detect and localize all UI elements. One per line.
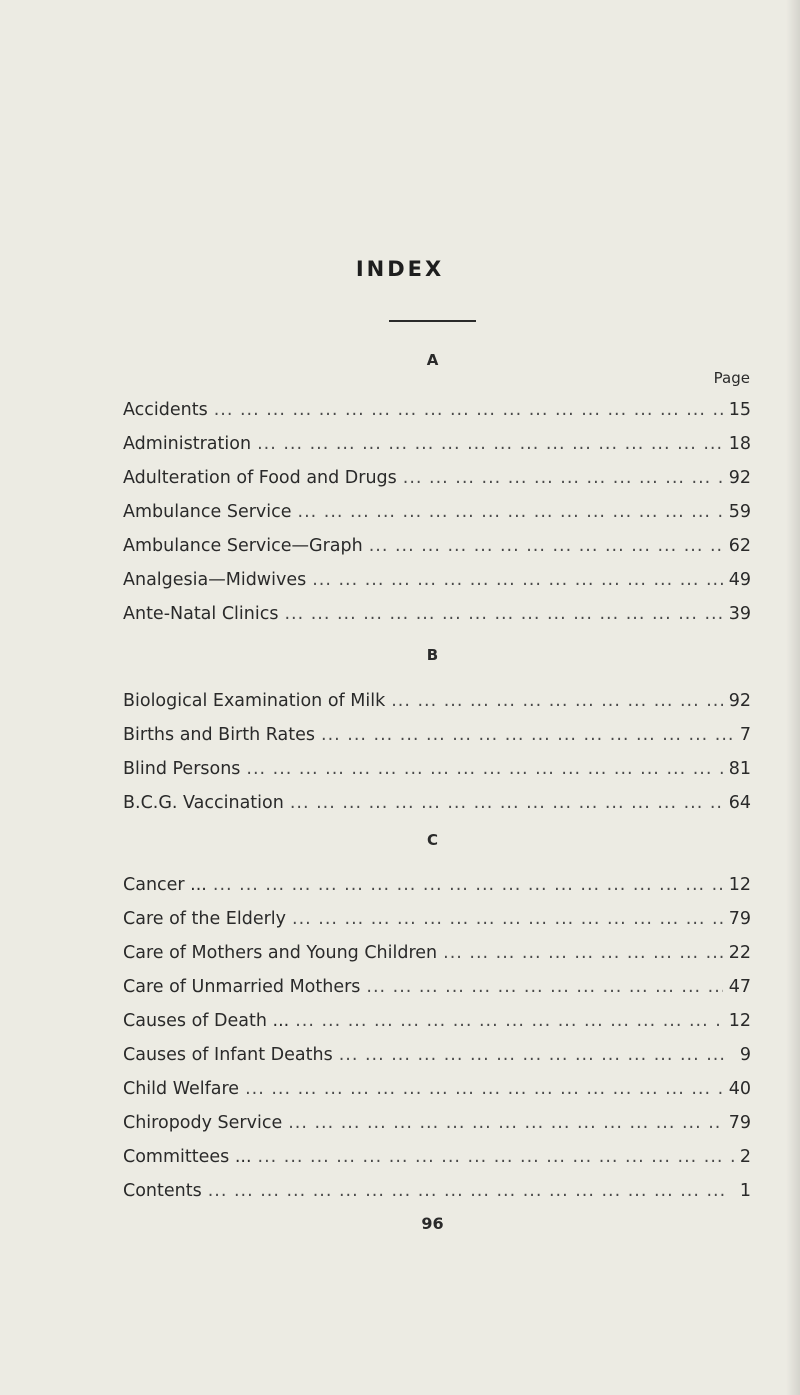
entry-name: Ambulance Service <box>123 502 292 522</box>
entry-name: Child Welfare <box>123 1079 240 1099</box>
entry-name: Blind Persons <box>123 759 241 779</box>
leader-dots <box>312 566 723 594</box>
leader-dots <box>298 498 723 526</box>
index-entry <box>123 498 751 526</box>
leader-dots <box>321 721 734 749</box>
index-entry <box>123 396 751 424</box>
index-entry <box>123 1143 751 1171</box>
entry-name: Accidents <box>123 400 208 420</box>
entry-page: 1 <box>739 1181 751 1201</box>
leader-dots <box>403 464 723 492</box>
index-entry <box>123 532 751 560</box>
leader-dots <box>246 755 722 783</box>
entry-page: 12 <box>728 1011 751 1031</box>
leader-dots <box>366 973 722 1001</box>
entry-page: 92 <box>728 468 751 488</box>
index-entry <box>123 1041 751 1069</box>
title-underline <box>389 320 476 322</box>
index-entry <box>123 464 751 492</box>
section-letter-a: A <box>426 351 439 369</box>
leader-dots <box>443 939 723 967</box>
entry-page: 49 <box>728 570 751 590</box>
leader-dots <box>245 1075 723 1103</box>
entry-name: B.C.G. Vaccination <box>123 793 284 813</box>
section-letter-b: B <box>426 646 439 664</box>
leader-dots <box>339 1041 734 1069</box>
leader-dots <box>284 600 722 628</box>
index-entry <box>123 905 751 933</box>
entry-name: Biological Examination of Milk <box>123 691 386 711</box>
leader-dots <box>214 396 723 424</box>
entry-page: 15 <box>728 400 751 420</box>
index-entry <box>123 871 751 899</box>
entry-page: 59 <box>728 502 751 522</box>
leader-dots <box>290 789 723 817</box>
entry-name: Contents <box>123 1181 202 1201</box>
index-entry <box>123 939 751 967</box>
entry-name: Care of Unmarried Mothers <box>123 977 361 997</box>
entry-page: 22 <box>728 943 751 963</box>
index-entry <box>123 1075 751 1103</box>
entry-page: 62 <box>728 536 751 556</box>
entry-page: 7 <box>739 725 751 745</box>
entry-name: Ante-Natal Clinics <box>123 604 279 624</box>
index-entry <box>123 1109 751 1137</box>
leader-dots <box>257 430 723 458</box>
index-entry <box>123 566 751 594</box>
leader-dots <box>258 1143 734 1171</box>
leader-dots <box>295 1007 723 1035</box>
entry-name: Chiropody Service <box>123 1113 283 1133</box>
entry-page: 18 <box>728 434 751 454</box>
entry-name: Births and Birth Rates <box>123 725 316 745</box>
leader-dots <box>391 687 723 715</box>
page-column-heading: Page <box>713 369 750 387</box>
entry-page: 9 <box>739 1045 751 1065</box>
entry-name: Committees ... <box>123 1147 252 1167</box>
entry-name: Causes of Infant Deaths <box>123 1045 333 1065</box>
leader-dots <box>208 1177 734 1205</box>
entry-page: 79 <box>728 909 751 929</box>
leader-dots <box>369 532 723 560</box>
entry-name: Adulteration of Food and Drugs <box>123 468 397 488</box>
entry-page: 12 <box>728 875 751 895</box>
entry-name: Ambulance Service—Graph <box>123 536 363 556</box>
index-entry <box>123 1007 751 1035</box>
entry-name: Care of Mothers and Young Children <box>123 943 438 963</box>
entry-page: 40 <box>728 1079 751 1099</box>
entry-page: 64 <box>728 793 751 813</box>
section-letter-c: C <box>426 831 438 849</box>
entry-page: 79 <box>728 1113 751 1133</box>
entry-page: 47 <box>728 977 751 997</box>
index-entry <box>123 789 751 817</box>
index-entry <box>123 600 751 628</box>
index-entry <box>123 755 751 783</box>
page-title: INDEX <box>355 257 445 281</box>
entry-name: Causes of Death ... <box>123 1011 290 1031</box>
index-entry <box>123 1177 751 1205</box>
index-entry <box>123 721 751 749</box>
entry-name: Cancer ... <box>123 875 207 895</box>
entry-name: Care of the Elderly <box>123 909 287 929</box>
footer-page-number: 96 <box>421 1214 444 1233</box>
entry-name: Analgesia—Midwives <box>123 570 307 590</box>
entry-page: 2 <box>739 1147 751 1167</box>
page-edge-shadow <box>786 0 800 1395</box>
leader-dots <box>292 905 723 933</box>
index-entry <box>123 687 751 715</box>
entry-page: 81 <box>728 759 751 779</box>
index-entry <box>123 973 751 1001</box>
leader-dots <box>213 871 723 899</box>
leader-dots <box>288 1109 723 1137</box>
entry-page: 39 <box>728 604 751 624</box>
entry-name: Administration <box>123 434 252 454</box>
index-entry <box>123 430 751 458</box>
entry-page: 92 <box>728 691 751 711</box>
